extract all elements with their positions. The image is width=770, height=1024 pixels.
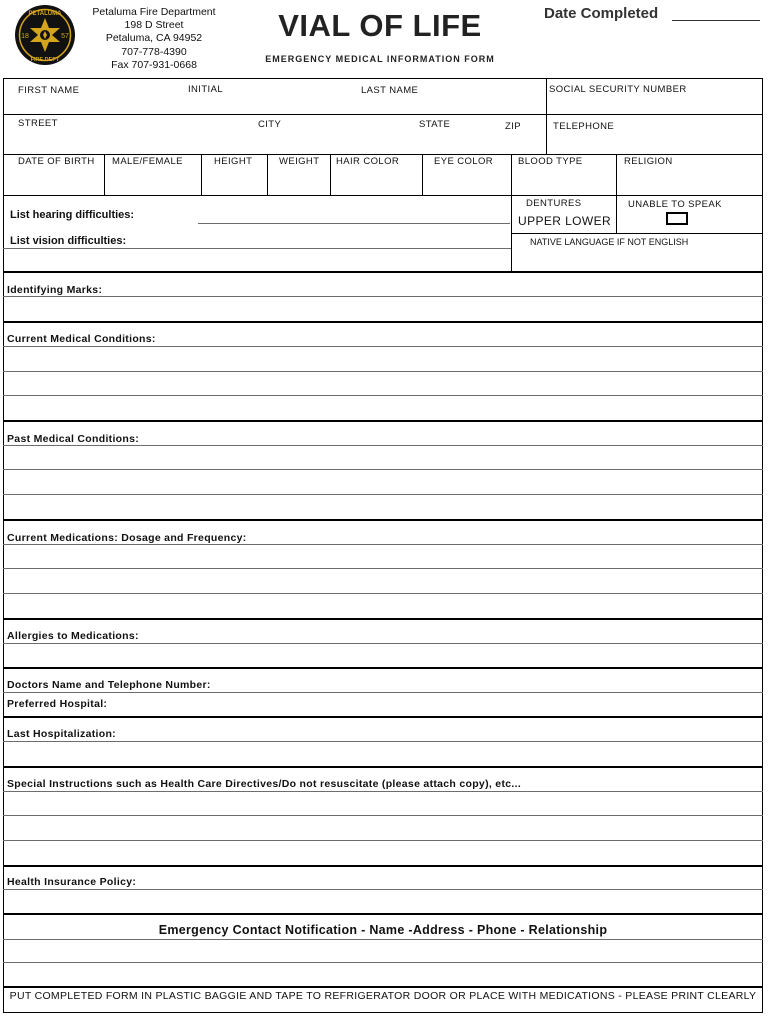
fill-line[interactable] (3, 494, 763, 495)
identifying-marks-label: Identifying Marks: (7, 284, 103, 296)
last-name-label: LAST NAME (361, 85, 419, 96)
logo-bottom-text: FIRE DEPT (30, 57, 60, 63)
health-insurance-label: Health Insurance Policy: (7, 876, 137, 888)
divider-h (3, 154, 763, 155)
fill-line[interactable] (3, 395, 763, 396)
hair-color-label: HAIR COLOR (336, 156, 400, 167)
divider-h (3, 195, 511, 196)
fill-line[interactable] (3, 593, 763, 594)
dob-label: DATE OF BIRTH (18, 156, 95, 167)
fill-line[interactable] (3, 791, 763, 792)
height-label: HEIGHT (214, 156, 253, 167)
current-medical-conditions-label: Current Medical Conditions: (7, 333, 156, 345)
ssn-label: SOCIAL SECURITY NUMBER (549, 84, 687, 95)
first-name-label: FIRST NAME (18, 85, 80, 96)
department-fax: Fax 707-931-0668 (111, 58, 197, 71)
fire-department-badge-logo (14, 4, 76, 66)
fill-line[interactable] (3, 469, 763, 470)
religion-label: RELIGION (624, 156, 673, 167)
divider-h (511, 233, 763, 234)
divider-v (422, 154, 423, 195)
weight-label: WEIGHT (279, 156, 320, 167)
department-name: Petaluma Fire Department (92, 6, 216, 18)
special-instructions-label: Special Instructions such as Health Care Directives/Do not resuscitate (please attach copy), etc... (7, 778, 522, 790)
fill-line[interactable] (3, 346, 763, 347)
unable-to-speak-label: UNABLE TO SPEAK (628, 199, 722, 210)
past-medical-conditions-label: Past Medical Conditions: (7, 433, 140, 445)
divider-v (267, 154, 268, 195)
fill-line[interactable] (3, 643, 763, 644)
fill-line[interactable] (3, 962, 763, 963)
zip-label: ZIP (505, 121, 521, 132)
divider-section (3, 865, 763, 867)
state-label: STATE (419, 119, 451, 130)
divider-section (3, 986, 763, 988)
divider-section (3, 519, 763, 521)
divider-section (3, 667, 763, 669)
divider-v (616, 154, 617, 234)
logo-top-text: PETALUMA (28, 11, 62, 17)
fill-line[interactable] (3, 445, 763, 446)
divider-h (3, 114, 763, 115)
department-street: 198 D Street (124, 19, 184, 32)
doctors-label: Doctors Name and Telephone Number: (7, 679, 211, 691)
fill-line[interactable] (3, 692, 763, 693)
telephone-label: TELEPHONE (553, 121, 615, 132)
fill-line[interactable] (3, 544, 763, 545)
fill-line[interactable] (3, 815, 763, 816)
street-label: STREET (18, 118, 58, 129)
dentures-label: DENTURES (526, 198, 582, 209)
divider-section (3, 420, 763, 422)
divider-section (3, 716, 763, 718)
divider-h (511, 195, 763, 196)
footer-instructions: PUT COMPLETED FORM IN PLASTIC BAGGIE AND TAPE TO REFRIGERATOR DOOR OR PLACE WITH MEDICATIONS - PLEASE PRINT CLEARLY (9, 990, 757, 1002)
sex-label: MALE/FEMALE (112, 156, 183, 167)
divider-section (3, 618, 763, 620)
divider-v (546, 78, 547, 154)
hearing-fill-line[interactable] (198, 223, 510, 224)
initial-label: INITIAL (188, 84, 224, 95)
unable-to-speak-checkbox[interactable] (666, 212, 688, 225)
divider-v (330, 154, 331, 195)
divider-v (104, 154, 105, 195)
dentures-options: UPPER LOWER (518, 214, 612, 228)
fill-line[interactable] (3, 939, 763, 940)
fill-line[interactable] (3, 889, 763, 890)
department-phone: 707-778-4390 (121, 45, 187, 58)
vision-fill-line[interactable] (3, 248, 511, 249)
fill-line[interactable] (3, 296, 763, 297)
emergency-contact-label: Emergency Contact Notification - Name -Address - Phone - Relationship (158, 923, 608, 937)
native-language-label: NATIVE LANGUAGE IF NOT ENGLISH (530, 237, 689, 247)
department-city: Petaluma, CA 94952 (105, 32, 203, 45)
department-address-block (80, 6, 228, 72)
fill-line[interactable] (3, 741, 763, 742)
fill-line[interactable] (3, 840, 763, 841)
divider-v (511, 154, 512, 271)
blood-type-label: BLOOD TYPE (518, 156, 583, 167)
city-label: CITY (258, 119, 282, 130)
date-completed-field[interactable] (672, 20, 760, 21)
divider-section (3, 321, 763, 323)
divider-v (201, 154, 202, 195)
form-title: VIAL OF LIFE (278, 8, 482, 43)
fill-line[interactable] (3, 371, 763, 372)
preferred-hospital-label: Preferred Hospital: (7, 698, 108, 710)
vision-difficulties-label: List vision difficulties: (10, 235, 127, 247)
allergies-label: Allergies to Medications: (7, 630, 139, 642)
last-hospitalization-label: Last Hospitalization: (7, 728, 116, 740)
current-medications-label: Current Medications: Dosage and Frequency: (7, 532, 247, 544)
eye-color-label: EYE COLOR (434, 156, 494, 167)
logo-year-right: 57 (61, 33, 69, 40)
hearing-difficulties-label: List hearing difficulties: (10, 209, 135, 221)
fill-line[interactable] (3, 568, 763, 569)
divider-section (3, 913, 763, 915)
logo-year-left: 18 (21, 33, 29, 40)
divider-section (3, 271, 763, 273)
form-subtitle: EMERGENCY MEDICAL INFORMATION FORM (265, 54, 495, 64)
divider-section (3, 766, 763, 768)
date-completed-label: Date Completed (544, 5, 659, 22)
